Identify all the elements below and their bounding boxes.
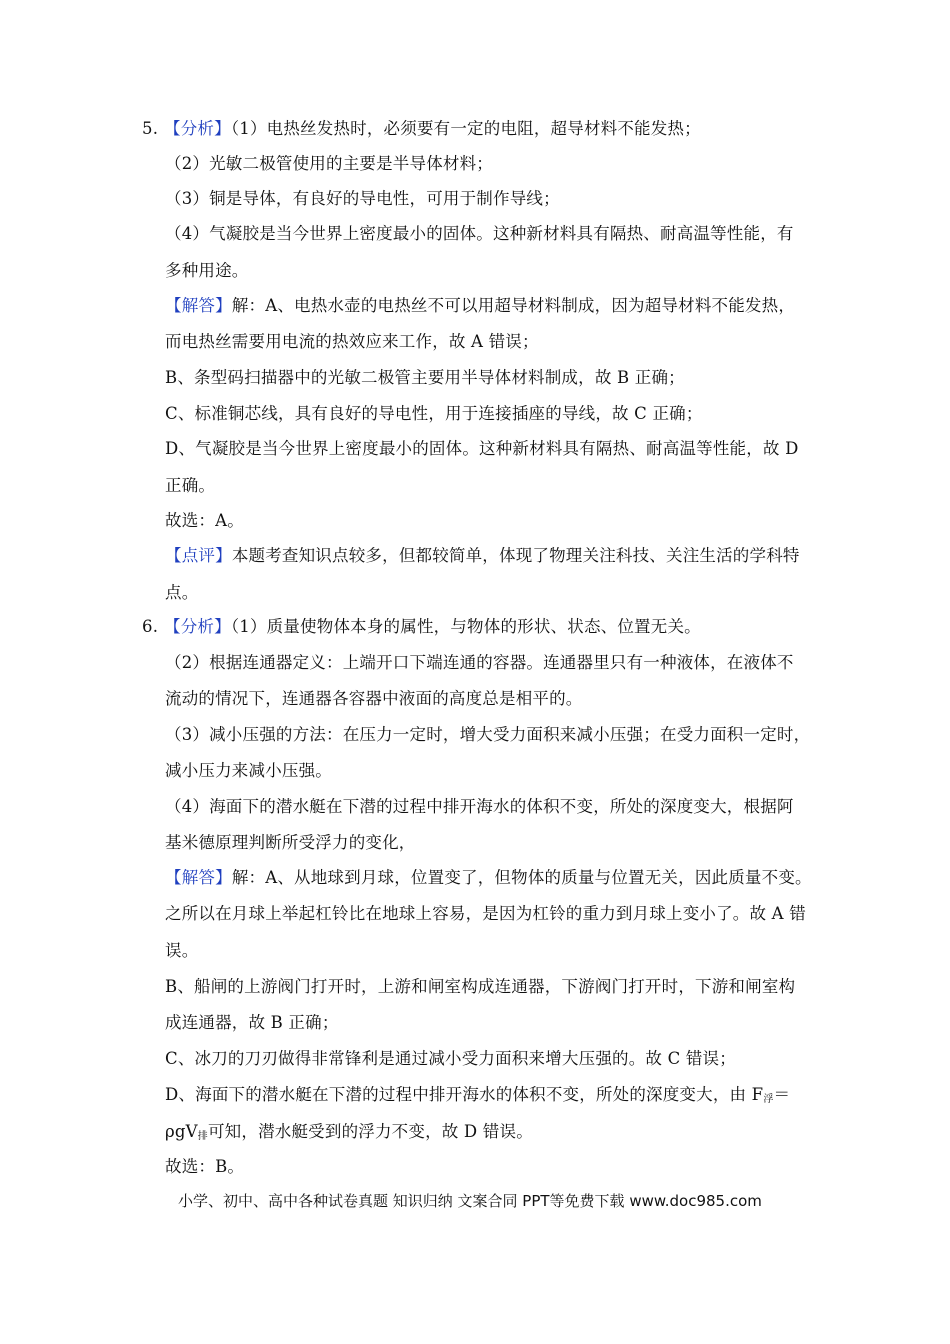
q5-answer-line-5: D、气凝胶是当今世界上密度最小的固体。这种新材料具有隔热、耐高温等性能，故 D [165, 439, 799, 458]
analysis-tag: 【分析】 [164, 119, 231, 138]
q6-analysis-line-4: （3）减小压强的方法：在压力一定时，增大受力面积来减小压强；在受力面积一定时， [165, 725, 811, 744]
q6-answer-line-6: C、冰刀的刀刃做得非常锋利是通过减小受力面积来增大压强的。故 C 错误； [165, 1049, 736, 1068]
q5-answer-line-3: B、条型码扫描器中的光敏二极管主要用半导体材料制成，故 B 正确； [165, 368, 685, 387]
q5-answer-line-4: C、标准铜芯线，具有良好的导电性，用于连接插座的导线，故 C 正确； [165, 404, 703, 423]
q5-answer-line-7: 故选：A。 [165, 511, 244, 530]
q5-answer-line-2: 而电热丝需要用电流的热效应来工作，故 A 错误； [165, 332, 539, 351]
answer-tag: 【解答】 [165, 868, 232, 887]
q6-answer-line-5: 成连通器，故 B 正确； [165, 1013, 339, 1032]
q6-answer-line-1: 【解答】解：A、从地球到月球，位置变了，但物体的质量与位置无关，因此质量不变。 [165, 868, 812, 887]
answer-tag: 【解答】 [165, 296, 232, 315]
analysis-tag: 【分析】 [164, 617, 231, 636]
q6-analysis-line-7: 基米德原理判断所受浮力的变化， [165, 833, 416, 852]
question-number: 5. [142, 119, 159, 138]
q5-answer-line-6: 正确。 [165, 476, 216, 495]
q5-analysis-line-5: 多种用途。 [165, 261, 249, 280]
q6-analysis-line-3: 流动的情况下，连通器各容器中液面的高度总是相平的。 [165, 689, 583, 708]
q6-answer-line-4: B、船闸的上游阀门打开时，上游和闸室构成连通器，下游阀门打开时，下游和闸室构 [165, 977, 796, 996]
q5-analysis-line-2: （2）光敏二极管使用的主要是半导体材料； [165, 154, 493, 173]
q6-analysis-line-6: （4）海面下的潜水艇在下潜的过程中排开海水的体积不变，所处的深度变大，根据阿 [165, 797, 794, 816]
q5-comment-line-1: 【点评】本题考查知识点较多，但都较简单，体现了物理关注科技、关注生活的学科特 [165, 546, 800, 565]
q5-comment-line-2: 点。 [165, 583, 199, 602]
question-number: 6. [142, 617, 159, 636]
q6-answer-line-3: 误。 [165, 941, 199, 960]
comment-tag: 【点评】 [165, 546, 232, 565]
q6-answer-line-8: ρgV$_排$可知，潜水艇受到的浮力不变，故 D 错误。 [165, 1122, 533, 1142]
q6-answer-line-2: 之所以在月球上举起杠铃比在地球上容易，是因为杠铃的重力到月球上变小了。故 A 错 [165, 904, 806, 923]
q5-analysis-line-1: 5. 【分析】（1）电热丝发热时，必须要有一定的电阻，超导材料不能发热； [142, 119, 701, 138]
q6-analysis-line-5: 减小压力来减小压强。 [165, 761, 332, 780]
footer-download-banner: 小学、初中、高中各种试卷真题 知识归纳 文案合同 PPT等免费下载 www.doc985.com [178, 1192, 762, 1210]
q5-analysis-line-4: （4）气凝胶是当今世界上密度最小的固体。这种新材料具有隔热、耐高温等性能，有 [165, 224, 794, 243]
q6-answer-line-7: D、海面下的潜水艇在下潜的过程中排开海水的体积不变，所处的深度变大，由 $F_浮=$ [165, 1085, 791, 1105]
q5-analysis-line-3: （3）铜是导体，有良好的导电性，可用于制作导线； [165, 189, 560, 208]
q5-answer-line-1: 【解答】解：A、电热水壶的电热丝不可以用超导材料制成，因为超导材料不能发热， [165, 296, 796, 315]
subscript-buoyancy: 浮 [763, 1094, 774, 1105]
q6-analysis-line-1: 6. 【分析】（1）质量使物体本身的属性，与物体的形状、状态、位置无关。 [142, 617, 701, 636]
subscript-displaced: 排 [197, 1131, 208, 1142]
q6-answer-line-9: 故选：B。 [165, 1157, 245, 1176]
q6-analysis-line-2: （2）根据连通器定义：上端开口下端连通的容器。连通器里只有一种液体，在液体不 [165, 653, 794, 672]
